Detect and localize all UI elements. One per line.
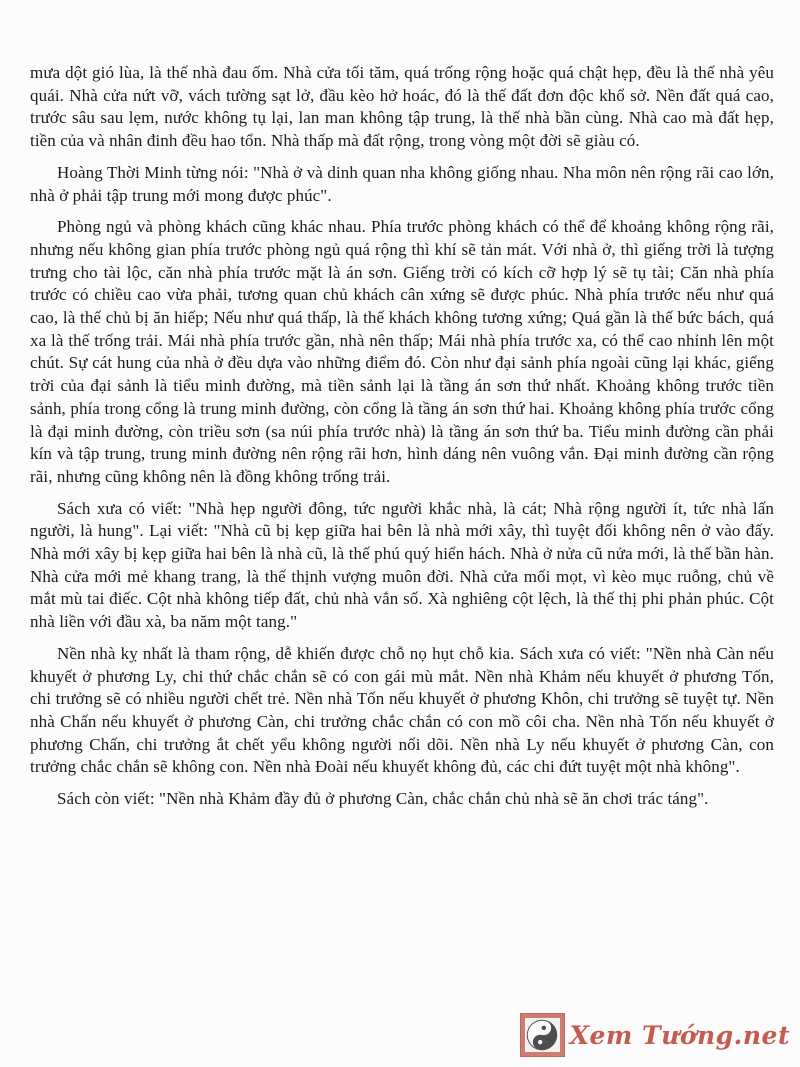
paragraph-final-quote: Sách còn viết: "Nền nhà Khảm đầy đủ ở phương Càn, chắc chắn chủ nhà sẽ ăn chơi trác táng".	[57, 789, 709, 809]
paragraph-foundation-directions: Nền nhà kỵ nhất là tham rộng, dễ khiến được chỗ nọ hụt chỗ kia. Sách xưa có viết: "Nền nhà Càn nếu khuyết ở phương Ly, chi thứ chắc chắn sẽ có con gái mù mắt. Nền nhà Khảm nếu khuyết ở phương Tốn, chi trưởng sẽ có nhiều người chết trẻ. Nền nhà Tốn nếu khuyết ở phương Khôn, chi trưởng sẽ tuyệt tự. Nền nhà Chấn nếu khuyết ở phương Càn, chi trưởng chắc chắn có con mồ côi cha. Nền nhà Tốn nếu khuyết ở phương Chấn, chi trưởng ắt chết yểu không người nối dõi. Nền nhà Ly nếu khuyết ở phương Càn, con trưởng chắc chắn sẽ không con. Nền nhà Đoài nếu khuyết không đủ, các chi đứt tuyệt một nhà không".	[30, 643, 774, 777]
paragraph-quote-hoang-thoi-minh: Hoàng Thời Minh từng nói: "Nhà ở và dinh quan nha không giống nhau. Nha môn nên rộng rãi cao lớn, nhà ở phải tập trung mới mong được phúc".	[30, 162, 774, 205]
watermark-logo-frame	[520, 1013, 565, 1057]
paragraph-continuation: mưa dột gió lùa, là thế nhà đau ốm. Nhà cửa tối tăm, quá trống rộng hoặc quá chật hẹp, đều là thế nhà yêu quái. Nhà cửa nứt vỡ, vách tường sạt lở, đầu kèo hở hoác, đó là thế đất đơn độc khổ sở. Nền đất quá cao, trước sâu sau lẹm, nước không tụ lại, lan man không tập trung, là thế nhà bần cùng. Nhà cao mà đất hẹp, tiền của và nhân đinh đều hao tổn. Nhà thấp mà đất rộng, trong vòng một đời sẽ giàu có.	[30, 63, 774, 151]
watermark-site-name: Xem Tướng.net	[569, 1020, 790, 1050]
paragraph-old-book-quote-house: Sách xưa có viết: "Nhà hẹp người đông, tức người khắc nhà, là cát; Nhà rộng người ít, tức nhà lấn người, là hung". Lại viết: "Nhà cũ bị kẹp giữa hai bên là nhà mới xây, thì tuyệt đối không nên ở vào đấy. Nhà mới xây bị kẹp giữa hai bên là nhà cũ, là thế phú quý hiển hách. Nhà ở nửa cũ nửa mới, là thế bần hàn. Nhà cửa mới mẻ khang trang, là thế thịnh vượng muôn đời. Nhà cửa mối mọt, vì kèo mục ruỗng, chủ về mắt mù tai điếc. Cột nhà không tiếp đất, chủ nhà vắn số. Xà nghiêng cột lệch, là thế thị phi phản phúc. Cột nhà liền với đầu xà, ba năm một tang."	[30, 498, 774, 632]
yin-yang-icon	[525, 1018, 560, 1052]
page-text-block	[30, 62, 774, 820]
paragraph-bedroom-livingroom: Phòng ngủ và phòng khách cũng khác nhau. Phía trước phòng khách có thể để khoảng không rộng rãi, nhưng nếu không gian phía trước phòng ngủ quá rộng thì khí sẽ tản mát. Với nhà ở, thì giếng trời là tượng trưng cho tài lộc, căn nhà phía trước mặt là án sơn. Giếng trời có kích cỡ hợp lý sẽ tụ tài; Căn nhà phía trước có chiều cao vừa phải, tương quan chủ khách cân xứng sẽ được phúc. Nhà phía trước nếu như quá cao, là thế chủ bị ăn hiếp; Nếu như quá thấp, là thế khách không tương xứng; Quá gần là thế bức bách, quá xa là thế trống trải. Mái nhà phía trước gần, nhà nên thấp; Mái nhà phía trước xa, có thể cao nhỉnh lên một chút. Sự cát hung của nhà ở đều dựa vào những điểm đó. Còn như đại sảnh phía ngoài cũng lại khác, giếng trời của đại sảnh là tiểu minh đường, mà tiền sảnh lại là tầng án sơn thứ nhất. Khoảng không trước tiền sảnh, phía trong cổng là trung minh đường, còn cổng là tầng án sơn thứ hai. Khoảng không phía trước cổng là đại minh đường, còn triều sơn (sa núi phía trước nhà) là tầng án sơn thứ ba. Tiểu minh đường cần phải kín và tập trung, trung minh đường nên rộng rãi hơn, hình dáng nên vuông vắn. Đại minh đường cần rộng rãi, nhưng cũng không nên là đồng không trống trải.	[30, 217, 774, 486]
watermark	[520, 1013, 790, 1057]
